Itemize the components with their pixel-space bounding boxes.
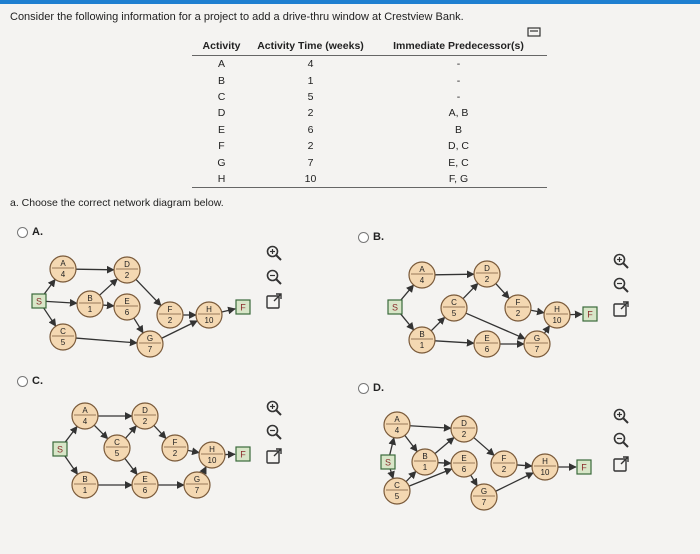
network-edge — [496, 284, 509, 299]
network-edge — [531, 310, 544, 312]
network-edge — [474, 438, 494, 456]
node-time-label: 4 — [60, 270, 66, 279]
node-activity-label: A — [394, 415, 400, 424]
start-node — [32, 294, 46, 308]
node-time-label: 6 — [484, 345, 490, 354]
node-time-label: 10 — [552, 316, 562, 325]
node-time-label: 5 — [114, 449, 120, 458]
activity-node-g — [524, 331, 550, 357]
activity-node-e — [451, 451, 477, 477]
activity-node-h — [544, 302, 570, 328]
activity-node-a — [50, 256, 76, 282]
network-edge — [431, 317, 445, 331]
activity-node-a — [72, 403, 98, 429]
node-time-label: 1 — [82, 486, 88, 495]
zoom-out-icon[interactable] — [265, 268, 283, 286]
network-edge — [43, 279, 55, 295]
network-edge — [136, 279, 161, 305]
node-activity-label: B — [419, 330, 425, 339]
activity-node-b — [72, 472, 98, 498]
start-node — [53, 442, 67, 456]
activity-node-g — [184, 472, 210, 498]
node-time-label: 10 — [204, 316, 214, 325]
finish-node — [236, 447, 250, 461]
activity-node-d — [474, 261, 500, 287]
network-edge — [125, 458, 137, 474]
predecessor-cell: B — [454, 123, 462, 136]
external-link-icon[interactable] — [612, 455, 630, 473]
node-time-label: 2 — [167, 316, 173, 325]
zoom-out-icon[interactable] — [612, 431, 630, 449]
start-node — [381, 455, 395, 469]
node-activity-label: D — [461, 419, 467, 428]
activity-node-c — [50, 324, 76, 350]
activity-cell: F — [218, 140, 225, 153]
activity-cell: A — [217, 58, 225, 71]
node-time-label: 6 — [142, 486, 148, 495]
network-edge — [94, 425, 108, 439]
node-activity-label: H — [209, 445, 215, 454]
activity-node-d — [132, 403, 158, 429]
activity-node-f — [157, 302, 183, 328]
activity-node-f — [491, 451, 517, 477]
time-cell: 10 — [251, 171, 370, 188]
predecessor-cell: E, C — [448, 156, 469, 169]
network-edge — [438, 463, 451, 464]
network-edge — [126, 426, 137, 438]
node-activity-label: C — [394, 481, 400, 490]
network-edge — [400, 285, 414, 302]
network-edge — [188, 450, 199, 452]
activity-node-a — [384, 412, 410, 438]
node-time-label: 7 — [481, 498, 487, 507]
node-activity-label: D — [484, 264, 490, 273]
node-activity-label: F — [172, 438, 178, 447]
node-label: F — [581, 462, 587, 473]
activity-node-e — [114, 294, 140, 320]
node-activity-label: A — [60, 259, 66, 268]
header-activity: Activity — [192, 38, 251, 56]
node-activity-label: E — [124, 297, 130, 306]
activity-node-f — [505, 295, 531, 321]
network-edge — [103, 305, 114, 306]
network-edge — [203, 467, 206, 474]
node-label: F — [587, 309, 593, 320]
node-time-label: 2 — [501, 465, 507, 474]
node-activity-label: C — [60, 327, 66, 336]
time-cell: 6 — [307, 123, 314, 136]
zoom-in-icon[interactable] — [265, 399, 283, 417]
activity-node-b — [77, 291, 103, 317]
activity-node-e — [474, 331, 500, 357]
network-edge — [390, 438, 394, 456]
external-link-icon[interactable] — [265, 447, 283, 465]
network-edge — [134, 318, 143, 333]
activity-node-e — [132, 472, 158, 498]
time-cell: 2 — [307, 140, 314, 153]
predecessor-cell: A, B — [448, 107, 469, 120]
node-time-label: 5 — [60, 338, 66, 347]
node-activity-label: C — [114, 438, 120, 447]
network-edge — [76, 338, 137, 343]
zoom-out-icon[interactable] — [612, 276, 630, 294]
finish-node — [583, 307, 597, 321]
node-activity-label: G — [146, 334, 154, 343]
network-edge — [435, 341, 474, 343]
network-edge — [390, 469, 393, 479]
node-activity-label: D — [124, 260, 130, 269]
activity-node-h — [532, 454, 558, 480]
zoom-in-icon[interactable] — [612, 407, 630, 425]
network-edge — [435, 437, 454, 453]
node-time-label: 4 — [82, 417, 88, 426]
node-activity-label: E — [142, 475, 148, 484]
node-activity-label: C — [451, 298, 457, 307]
network-edge — [517, 465, 532, 466]
node-time-label: 6 — [461, 465, 467, 474]
question-text: Consider the following information for a project to add a drive-thru window at Crestview Bank. — [10, 11, 464, 23]
network-edge — [64, 426, 77, 443]
node-time-label: 2 — [461, 430, 467, 439]
node-time-label: 5 — [394, 492, 400, 501]
node-activity-label: G — [193, 475, 201, 484]
activity-node-c — [441, 295, 467, 321]
activity-cell: E — [217, 123, 225, 136]
external-link-icon[interactable] — [612, 300, 630, 318]
network-edge — [399, 312, 413, 330]
node-activity-label: H — [554, 305, 560, 314]
network-edge — [43, 307, 56, 326]
node-time-label: 2 — [484, 275, 490, 284]
activity-node-g — [137, 331, 163, 357]
node-activity-label: B — [87, 294, 93, 303]
node-activity-label: H — [542, 457, 548, 466]
network-edge — [463, 283, 478, 298]
time-cell: 1 — [307, 74, 314, 87]
header-predecessors: Immediate Predecessor(s) — [370, 38, 547, 56]
network-edge — [406, 471, 416, 481]
network-edge — [76, 269, 114, 270]
start-node — [388, 300, 402, 314]
activity-node-h — [196, 302, 222, 328]
node-time-label: 2 — [142, 417, 148, 426]
node-activity-label: E — [484, 334, 490, 343]
finish-node — [577, 460, 591, 474]
network-diagram-option-a — [32, 256, 250, 357]
external-link-icon[interactable] — [265, 292, 283, 310]
network-edge — [64, 455, 78, 475]
predecessor-cell: D, C — [448, 140, 469, 153]
network-edge — [410, 426, 451, 428]
node-label: F — [240, 302, 246, 313]
node-activity-label: F — [167, 305, 173, 314]
node-activity-label: B — [82, 475, 88, 484]
node-time-label: 7 — [194, 486, 200, 495]
finish-node — [236, 300, 250, 314]
node-time-label: 4 — [394, 426, 400, 435]
time-cell: 4 — [307, 58, 314, 71]
option-c-label: C. — [32, 375, 43, 387]
network-diagram-option-b — [388, 261, 597, 357]
node-time-label: 2 — [124, 271, 130, 280]
node-time-label: 2 — [172, 449, 178, 458]
node-activity-label: B — [422, 452, 428, 461]
node-label: S — [384, 457, 392, 468]
network-edge — [46, 301, 77, 303]
network-edge — [544, 326, 549, 334]
node-label: S — [391, 302, 399, 313]
node-activity-label: D — [142, 406, 148, 415]
node-time-label: 1 — [419, 341, 425, 350]
time-cell: 5 — [307, 90, 314, 103]
node-time-label: 7 — [147, 345, 153, 354]
activity-node-a — [409, 262, 435, 288]
node-activity-label: F — [501, 454, 507, 463]
network-edge — [100, 279, 118, 295]
node-activity-label: A — [82, 406, 88, 415]
predecessor-cell: - — [456, 74, 461, 87]
node-activity-label: G — [480, 487, 488, 496]
node-time-label: 10 — [207, 456, 217, 465]
network-diagram-option-d — [381, 412, 591, 510]
node-activity-label: E — [461, 454, 467, 463]
activity-node-c — [104, 435, 130, 461]
predecessor-cell: F, G — [370, 171, 547, 188]
node-time-label: 5 — [451, 309, 457, 318]
time-cell: 2 — [307, 107, 314, 120]
option-d-label: D. — [373, 382, 384, 394]
node-label: S — [35, 296, 43, 307]
option-b-label: B. — [373, 231, 384, 243]
node-time-label: 2 — [515, 309, 521, 318]
time-cell: 7 — [307, 156, 314, 169]
activity-node-b — [412, 449, 438, 475]
activity-node-c — [384, 478, 410, 504]
activity-cell: B — [217, 74, 225, 87]
activity-cell: H — [192, 171, 251, 188]
node-time-label: 7 — [534, 345, 540, 354]
node-label: F — [240, 449, 246, 460]
activity-node-d — [114, 257, 140, 283]
activity-node-g — [471, 484, 497, 510]
activity-cell: D — [217, 107, 226, 120]
node-time-label: 10 — [540, 468, 550, 477]
network-edge — [154, 425, 166, 438]
network-edge — [405, 435, 417, 451]
predecessor-cell: - — [456, 90, 461, 103]
network-edge — [435, 274, 474, 275]
node-time-label: 4 — [419, 276, 425, 285]
node-activity-label: G — [533, 334, 541, 343]
zoom-in-icon[interactable] — [612, 252, 630, 270]
activity-cell: C — [217, 90, 226, 103]
predecessor-cell: - — [456, 58, 461, 71]
activity-node-f — [162, 435, 188, 461]
activity-cell: G — [217, 156, 226, 169]
activity-node-h — [199, 442, 225, 468]
node-activity-label: H — [206, 305, 212, 314]
node-time-label: 1 — [422, 463, 428, 472]
header-activity-time: Activity Time (weeks) — [251, 38, 370, 56]
network-edge — [222, 309, 236, 312]
node-activity-label: A — [419, 265, 425, 274]
part-a-instruction: a. Choose the correct network diagram below. — [10, 197, 224, 209]
network-diagram-option-c — [53, 403, 250, 498]
activity-node-b — [409, 327, 435, 353]
activity-node-d — [451, 416, 477, 442]
node-time-label: 6 — [124, 308, 130, 317]
zoom-in-icon[interactable] — [265, 244, 283, 262]
zoom-out-icon[interactable] — [265, 423, 283, 441]
option-a-label: A. — [32, 226, 43, 238]
network-edge — [471, 475, 478, 486]
node-activity-label: F — [515, 298, 521, 307]
node-label: S — [56, 444, 64, 455]
node-time-label: 1 — [87, 305, 93, 314]
